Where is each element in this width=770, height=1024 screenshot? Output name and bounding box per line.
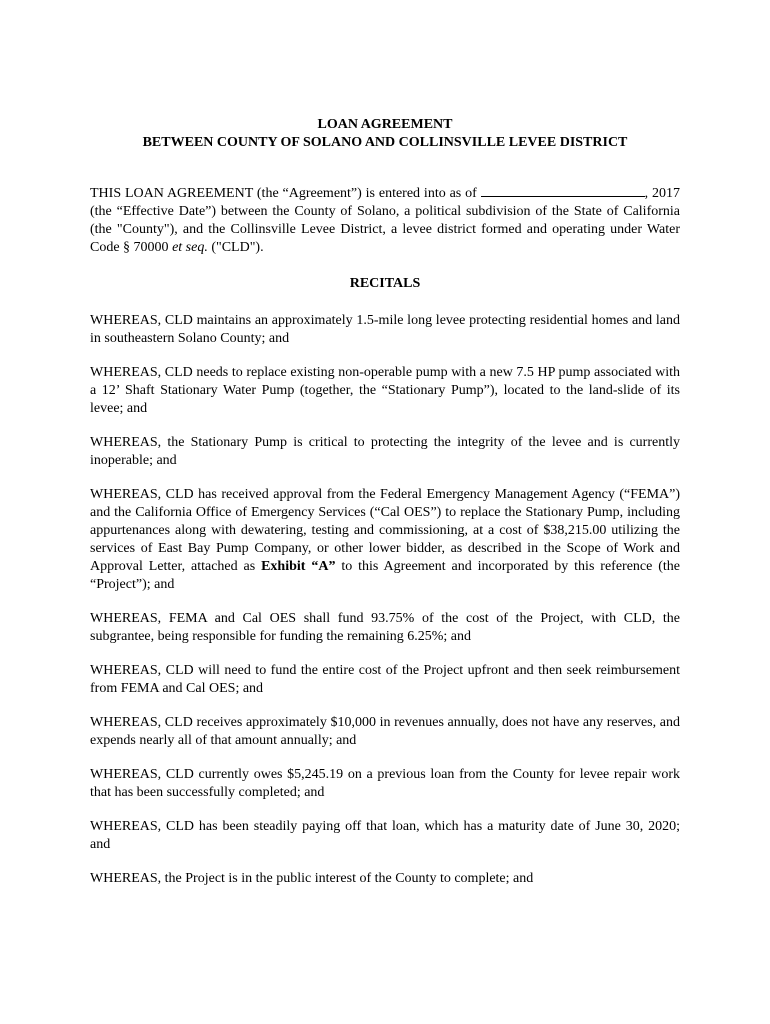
fema-text-2: to this Agreement and incorporated by this reference (the “Project”); and [90, 559, 680, 592]
recital-paragraph: WHEREAS, CLD currently owes $5,245.19 on a previous loan from the County for levee repair work that has been successfully completed; and [90, 767, 680, 800]
intro-text-1: THIS LOAN AGREEMENT (the “Agreement”) is entered into as of [90, 186, 481, 201]
intro-italic: et seq. [172, 240, 208, 255]
recital-paragraph: WHEREAS, CLD has been steadily paying off that loan, which has a maturity date of June 30, 2020; and [90, 819, 680, 852]
recital-paragraph: WHEREAS, the Stationary Pump is critical to protecting the integrity of the levee and is currently inoperable; and [90, 435, 680, 468]
recital-paragraph: WHEREAS, CLD needs to replace existing non-operable pump with a new 7.5 HP pump associated with a 12’ Shaft Stationary Water Pump (together, the “Stationary Pump”), located to the land-slide of its levee; and [90, 365, 680, 416]
recital-paragraph: WHEREAS, CLD maintains an approximately 1.5-mile long levee protecting residential homes and land in southeastern Solano County; and [90, 313, 680, 346]
recital-paragraph: WHEREAS, the Project is in the public interest of the County to complete; and [90, 871, 534, 886]
intro-paragraph [90, 184, 680, 257]
exhibit-reference: Exhibit “A” [261, 559, 336, 574]
intro-text-2: , 2017 (the “Effective Date”) between the County of Solano, a political subdivision of the State of California (the "County"), and the Collinsville Levee District, a levee district formed and operating under Water Code § 70000 [90, 186, 681, 255]
recitals-heading: RECITALS [349, 276, 421, 291]
recital-paragraph: WHEREAS, FEMA and Cal OES shall fund 93.75% of the cost of the Project, with CLD, the subgrantee, being responsible for funding the remaining 6.25%; and [90, 611, 680, 644]
recital-paragraph: WHEREAS, CLD will need to fund the entire cost of the Project upfront and then seek reimbursement from FEMA and Cal OES; and [90, 663, 680, 696]
document-page [90, 116, 680, 888]
date-blank-line [481, 184, 645, 197]
intro-text-3: ("CLD"). [207, 240, 264, 255]
title-line-2: BETWEEN COUNTY OF SOLANO AND COLLINSVILLE LEVEE DISTRICT [142, 135, 628, 150]
document-title [90, 116, 680, 152]
recital-paragraph-fema [90, 486, 680, 594]
recital-paragraph: WHEREAS, CLD receives approximately $10,000 in revenues annually, does not have any reserves, and expends nearly all of that amount annually; and [90, 715, 680, 748]
fema-text-1: WHEREAS, CLD has received approval from the Federal Emergency Management Agency (“FEMA”) and the California Office of Emergency Services (“Cal OES”) to replace the Stationary Pump, including appurtenances along with dewatering, testing and commissioning, at a cost of $38,215.00 utilizing the services of East Bay Pump Company, or other lower bidder, as described in the Scope of Work and Approval Letter, attached as [90, 487, 680, 574]
title-line-1: LOAN AGREEMENT [317, 117, 453, 132]
